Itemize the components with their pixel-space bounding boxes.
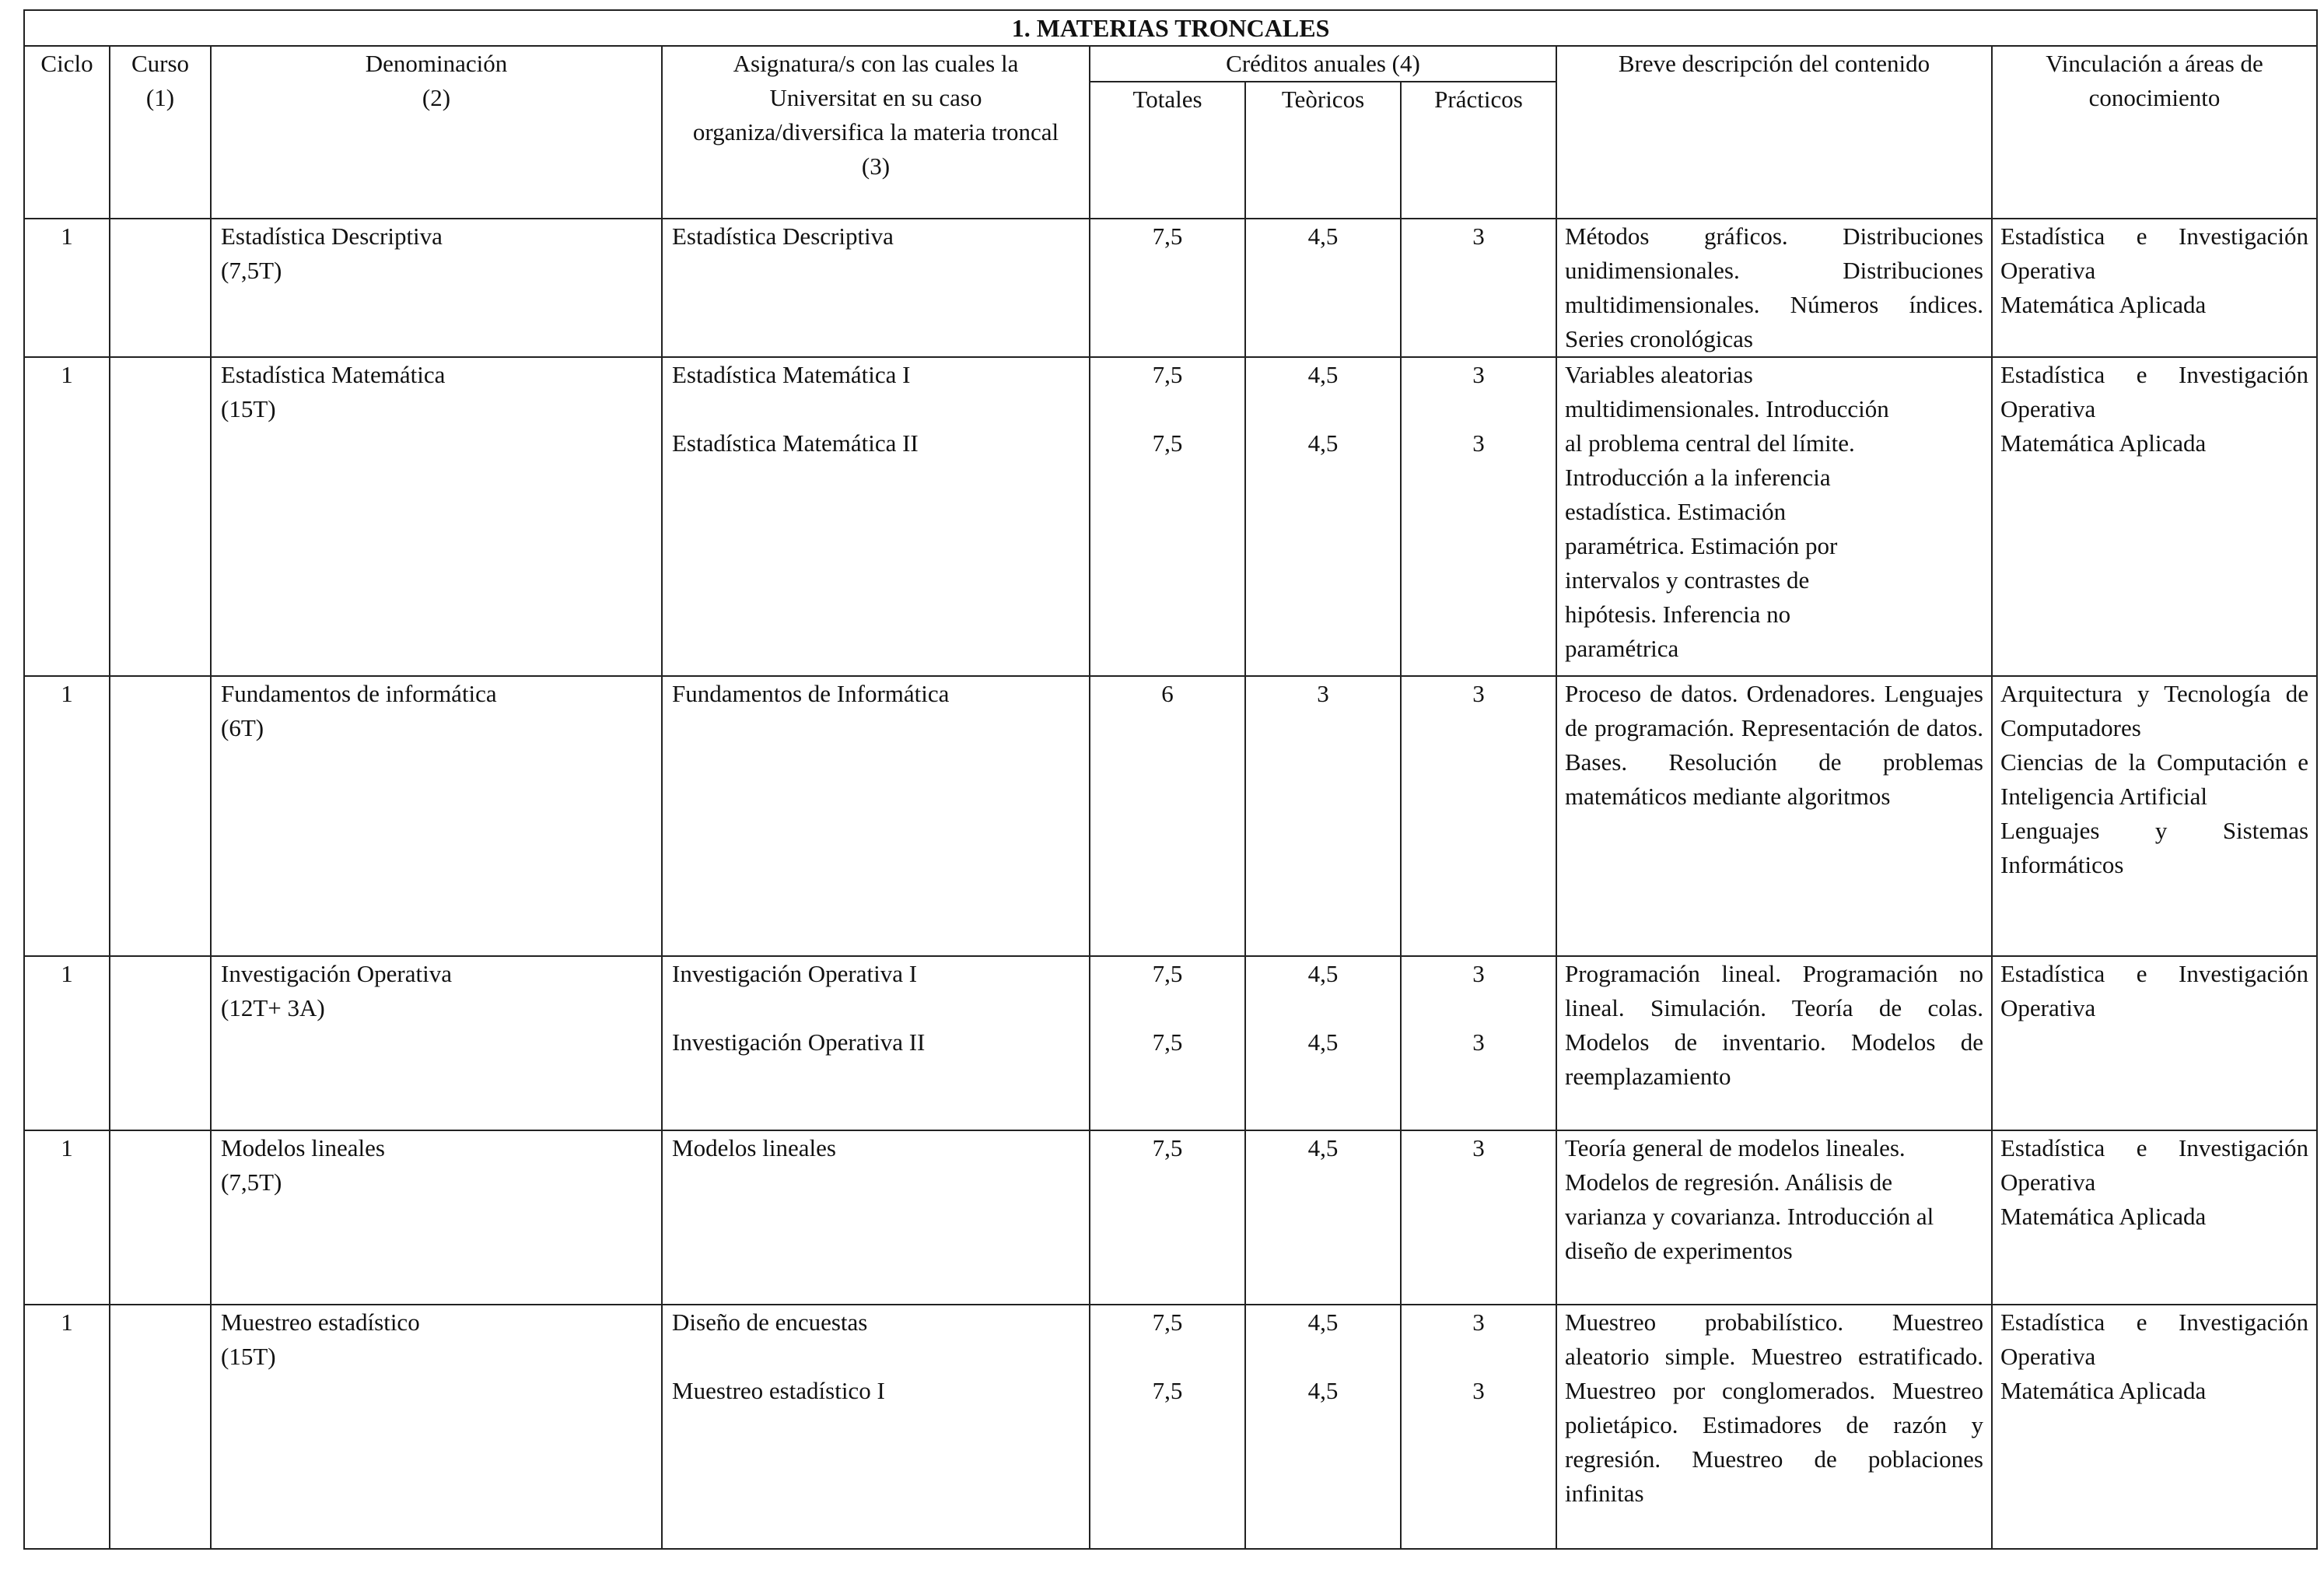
materias-troncales-table [23, 9, 2318, 1550]
cell-areas [1992, 676, 2317, 956]
cell-practicos [1401, 956, 1556, 1130]
cell-totales [1090, 219, 1245, 357]
cell-curso [110, 219, 211, 357]
cell-totales [1090, 1305, 1245, 1549]
cell-teoricos [1245, 219, 1401, 357]
cell-practicos [1401, 1130, 1556, 1305]
document-page [23, 9, 2316, 1550]
header-descripcion: Breve descripción del contenido [1556, 46, 1992, 219]
value-practicos: 3 [1472, 680, 1485, 707]
header-denominacion-note: (2) [422, 84, 451, 111]
value-teoricos: 4,5 [1307, 1308, 1339, 1336]
cell-ciclo: 1 [24, 956, 110, 1130]
cell-ciclo: 1 [24, 219, 110, 357]
header-curso-note: (1) [145, 84, 175, 111]
asignatura: Estadística Descriptiva [672, 222, 894, 250]
asignatura: Investigación Operativa I [672, 960, 918, 987]
materia-name: Investigación Operativa [221, 960, 452, 987]
area-item: Ciencias de la Computación e Inteligencia Artificial [2000, 748, 2309, 810]
materia-creditos: (12T+ 3A) [221, 994, 325, 1021]
header-practicos: Prácticos [1401, 82, 1556, 219]
cell-areas [1992, 1130, 2317, 1305]
header-ciclo [24, 46, 110, 219]
cell-totales [1090, 357, 1245, 676]
table-row [24, 1305, 2317, 1549]
value-practicos: 3 [1472, 222, 1485, 250]
cell-denominacion [211, 1305, 662, 1549]
cell-totales [1090, 676, 1245, 956]
cell-curso [110, 676, 211, 956]
section-title: 1. MATERIAS TRONCALES [24, 10, 2317, 46]
cell-asignaturas [662, 1130, 1090, 1305]
value-totales: 7,5 [1152, 960, 1183, 987]
area-item: Estadística e Investigación Operativa [2000, 1134, 2309, 1196]
value-totales: 7,5 [1152, 1308, 1183, 1336]
value-totales: 7,5 [1152, 1134, 1183, 1161]
asignatura: Diseño de encuestas [672, 1308, 868, 1336]
materia-name: Fundamentos de informática [221, 680, 497, 707]
value-teoricos: 4,5 [1307, 1377, 1339, 1404]
cell-teoricos [1245, 357, 1401, 676]
cell-areas [1992, 357, 2317, 676]
table-row [24, 676, 2317, 956]
cell-areas [1992, 219, 2317, 357]
cell-ciclo: 1 [24, 1130, 110, 1305]
cell-teoricos [1245, 1305, 1401, 1549]
value-practicos: 3 [1472, 1377, 1485, 1404]
cell-areas [1992, 956, 2317, 1130]
header-curso-label: Curso [131, 50, 190, 77]
header-denominacion [211, 46, 662, 219]
area-item: Estadística e Investigación Operativa [2000, 222, 2309, 284]
cell-practicos [1401, 676, 1556, 956]
asignatura: Investigación Operativa II [672, 1028, 926, 1056]
materia-creditos: (6T) [221, 714, 264, 741]
value-teoricos: 4,5 [1307, 222, 1339, 250]
value-totales: 7,5 [1152, 429, 1183, 457]
cell-descripcion: Teoría general de modelos lineales. Modelos de regresión. Análisis de varianza y covarianza. Introducción al diseño de experimentos [1556, 1130, 1992, 1305]
asignatura: Estadística Matemática II [672, 429, 919, 457]
cell-asignaturas [662, 357, 1090, 676]
cell-asignaturas [662, 956, 1090, 1130]
area-item: Arquitectura y Tecnología de Computadores [2000, 680, 2309, 741]
materia-name: Muestreo estadístico [221, 1308, 420, 1336]
cell-asignaturas [662, 219, 1090, 357]
header-denominacion-label: Denominación [365, 50, 508, 77]
cell-practicos [1401, 219, 1556, 357]
value-practicos: 3 [1472, 361, 1485, 388]
cell-practicos [1401, 357, 1556, 676]
value-practicos: 3 [1472, 1134, 1485, 1161]
value-practicos: 3 [1472, 960, 1485, 987]
materia-creditos: (15T) [221, 1343, 276, 1370]
header-asignaturas: Asignatura/s con las cuales la Universitat en su caso organiza/diversifica la materia troncal (3) [662, 46, 1090, 219]
table-row [24, 357, 2317, 676]
asignatura: Muestreo estadístico I [672, 1377, 885, 1404]
cell-denominacion [211, 219, 662, 357]
cell-asignaturas [662, 676, 1090, 956]
cell-teoricos [1245, 1130, 1401, 1305]
value-teoricos: 4,5 [1307, 1028, 1339, 1056]
cell-denominacion [211, 956, 662, 1130]
area-item: Lenguajes y Sistemas Informáticos [2000, 817, 2309, 878]
cell-denominacion [211, 1130, 662, 1305]
value-teoricos: 4,5 [1307, 960, 1339, 987]
value-practicos: 3 [1472, 429, 1485, 457]
asignatura: Modelos lineales [672, 1134, 836, 1161]
area-item: Matemática Aplicada [2000, 1203, 2207, 1230]
cell-ciclo: 1 [24, 357, 110, 676]
materia-name: Estadística Descriptiva [221, 222, 443, 250]
materia-creditos: (7,5T) [221, 1168, 282, 1196]
value-totales: 7,5 [1152, 1377, 1183, 1404]
value-practicos: 3 [1472, 1028, 1485, 1056]
area-item: Estadística e Investigación Operativa [2000, 361, 2309, 422]
cell-practicos [1401, 1305, 1556, 1549]
cell-curso [110, 956, 211, 1130]
value-totales: 6 [1161, 680, 1174, 707]
header-creditos: Créditos anuales (4) [1090, 46, 1556, 82]
cell-areas [1992, 1305, 2317, 1549]
value-totales: 7,5 [1152, 361, 1183, 388]
materia-name: Modelos lineales [221, 1134, 385, 1161]
cell-teoricos [1245, 956, 1401, 1130]
value-totales: 7,5 [1152, 1028, 1183, 1056]
value-totales: 7,5 [1152, 222, 1183, 250]
asignatura: Fundamentos de Informática [672, 680, 950, 707]
cell-ciclo: 1 [24, 676, 110, 956]
cell-descripcion: Muestreo probabilístico. Muestreo aleatorio simple. Muestreo estratificado. Muestreo por conglomerados. Muestreo polietápico. Estimadores de razón y regresión. Muestreo de poblaciones infinitas [1556, 1305, 1992, 1549]
cell-denominacion [211, 357, 662, 676]
materia-name: Estadística Matemática [221, 361, 446, 388]
header-curso [110, 46, 211, 219]
area-item: Estadística e Investigación Operativa [2000, 960, 2309, 1021]
cell-descripcion: Proceso de datos. Ordenadores. Lenguajes de programación. Representación de datos. Bases. Resolución de problemas matemáticos mediante algoritmos [1556, 676, 1992, 956]
asignatura: Estadística Matemática I [672, 361, 911, 388]
cell-totales [1090, 1130, 1245, 1305]
area-item: Matemática Aplicada [2000, 429, 2207, 457]
value-teoricos: 4,5 [1307, 429, 1339, 457]
header-ciclo-label: Ciclo [40, 50, 93, 77]
area-item: Matemática Aplicada [2000, 291, 2207, 318]
header-vinculacion: Vinculación a áreas de conocimiento [1992, 46, 2317, 219]
cell-descripcion: Programación lineal. Programación no lineal. Simulación. Teoría de colas. Modelos de inventario. Modelos de reemplazamiento [1556, 956, 1992, 1130]
cell-denominacion [211, 676, 662, 956]
table-row [24, 1130, 2317, 1305]
cell-descripcion: Variables aleatorias multidimensionales. Introducción al problema central del límite. Introducción a la inferencia estadística. Estimación paramétrica. Estimación por intervalos y contrastes de hipótesis. Inferencia no paramétrica [1556, 357, 1992, 676]
cell-ciclo: 1 [24, 1305, 110, 1549]
table-row [24, 956, 2317, 1130]
value-teoricos: 4,5 [1307, 361, 1339, 388]
cell-curso [110, 1130, 211, 1305]
cell-curso [110, 357, 211, 676]
value-teoricos: 4,5 [1307, 1134, 1339, 1161]
cell-teoricos [1245, 676, 1401, 956]
value-practicos: 3 [1472, 1308, 1485, 1336]
value-teoricos: 3 [1317, 680, 1329, 707]
area-item: Matemática Aplicada [2000, 1377, 2207, 1404]
cell-descripcion: Métodos gráficos. Distribuciones unidimensionales. Distribuciones multidimensionales. Números índices. Series cronológicas [1556, 219, 1992, 357]
materia-creditos: (15T) [221, 395, 276, 422]
header-totales: Totales [1090, 82, 1245, 219]
cell-asignaturas [662, 1305, 1090, 1549]
table-row [24, 219, 2317, 357]
cell-curso [110, 1305, 211, 1549]
area-item: Estadística e Investigación Operativa [2000, 1308, 2309, 1370]
header-teoricos: Teòricos [1245, 82, 1401, 219]
cell-totales [1090, 956, 1245, 1130]
materia-creditos: (7,5T) [221, 257, 282, 284]
